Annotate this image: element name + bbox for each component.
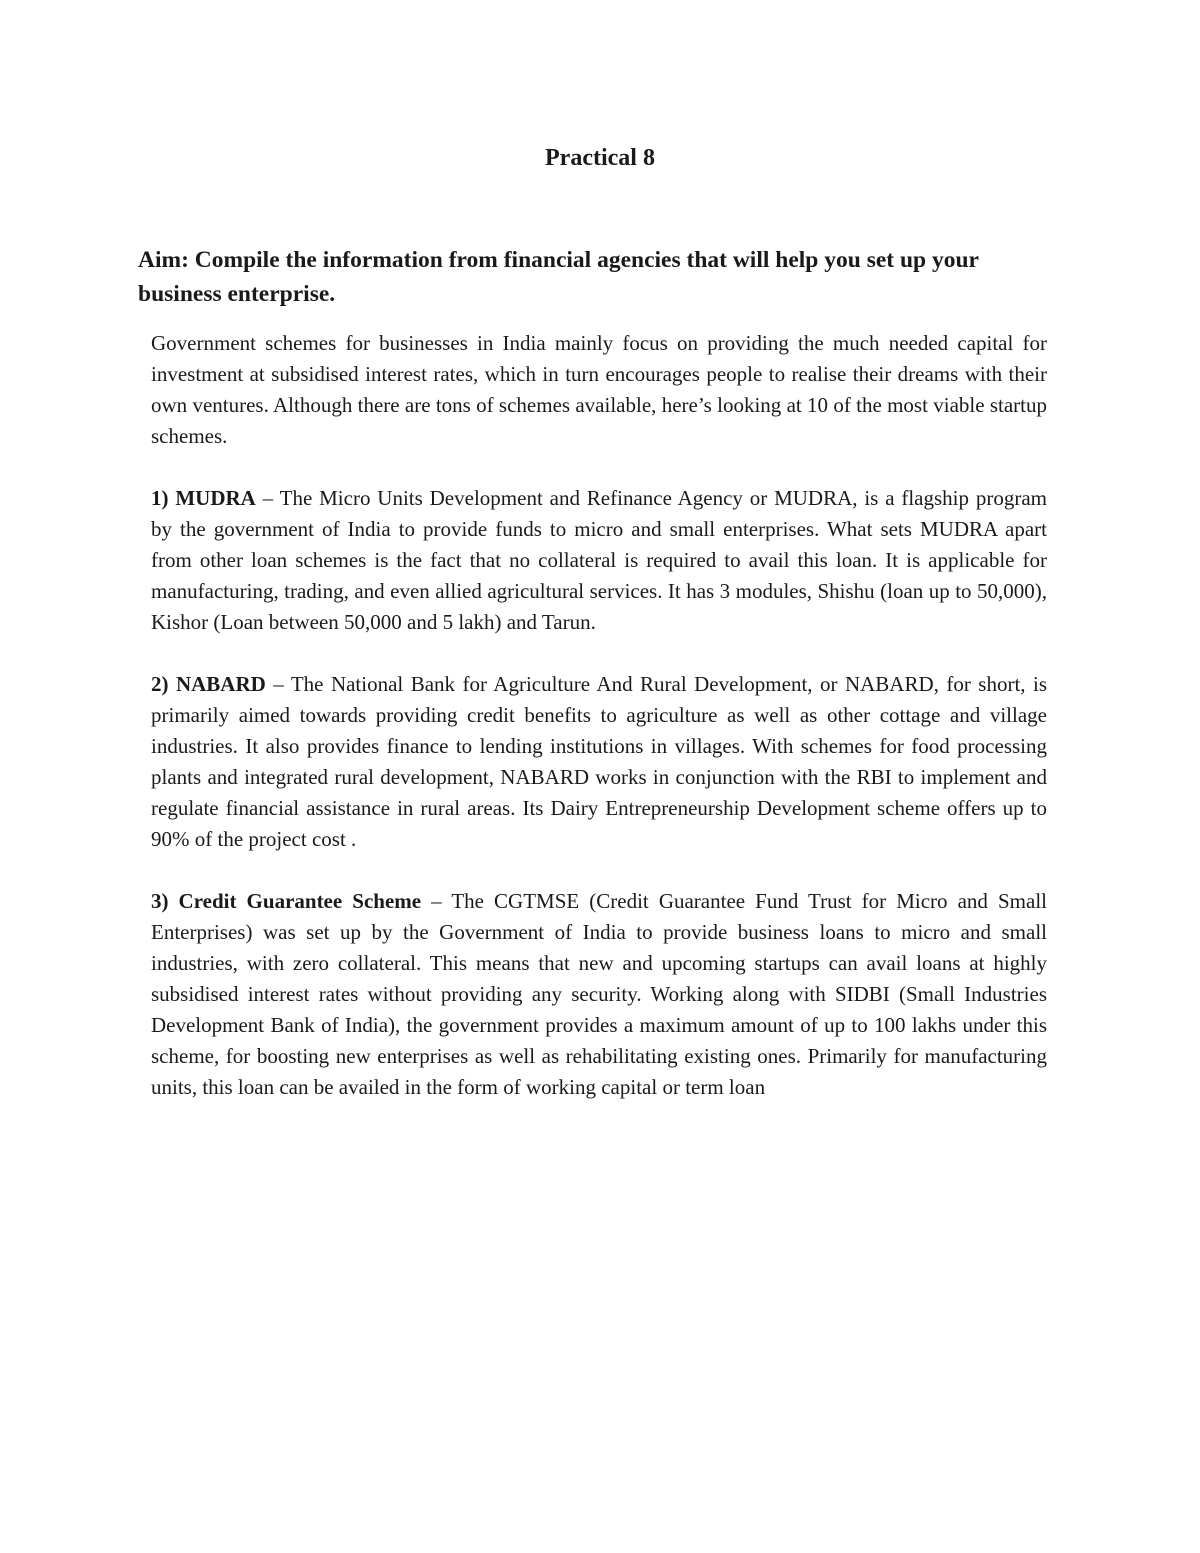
section-heading: 1) MUDRA [151,486,256,510]
section-nabard [151,669,1047,855]
aim-text: Compile the information from financial agencies that will help you set up your business enterprise. [138,247,979,307]
aim-statement [138,243,1038,311]
intro-paragraph: Government schemes for businesses in India mainly focus on providing the much needed capital for investment at subsidised interest rates, which in turn encourages people to realise their dreams with their own ventures. Although there are tons of schemes available, here’s looking at 10 of the most viable startup schemes. [151,331,1047,448]
section-text: – The National Bank for Agriculture And Rural Development, or NABARD, for short, is primarily aimed towards providing credit benefits to agriculture as well as other cottage and village industries. It also provides finance to lending institutions in villages. With schemes for food processing plants and integrated rural development, NABARD works in conjunction with the RBI to implement and regulate financial assistance in rural areas. Its Dairy Entrepreneurship Development scheme offers up to 90% of the project cost . [151,672,1047,851]
document-body [151,328,1047,1134]
section-heading: 3) Credit Guarantee Scheme [151,889,422,913]
section-heading: 2) NABARD [151,672,266,696]
section-credit-guarantee [151,886,1047,1103]
document-title: Practical 8 [545,145,655,171]
section-text: – The CGTMSE (Credit Guarantee Fund Trust for Micro and Small Enterprises) was set up by the Government of India to provide business loans to micro and small industries, with zero collateral. This means that new and upcoming startups can avail loans at highly subsidised interest rates without providing any security. Working along with SIDBI (Small Industries Development Bank of India), the government provides a maximum amount of up to 100 lakhs under this scheme, for boosting new enterprises as well as rehabilitating existing ones. Primarily for manufacturing units, this loan can be availed in the form of working capital or term loan [151,889,1047,1099]
section-text: – The Micro Units Development and Refinance Agency or MUDRA, is a flagship program by the government of India to provide funds to micro and small enterprises. What sets MUDRA apart from other loan schemes is the fact that no collateral is required to avail this loan. It is applicable for manufacturing, trading, and even allied agricultural services. It has 3 modules, Shishu (loan up to 50,000), Kishor (Loan between 50,000 and 5 lakh) and Tarun. [151,486,1047,634]
section-mudra [151,483,1047,638]
aim-label: Aim: [138,247,189,273]
